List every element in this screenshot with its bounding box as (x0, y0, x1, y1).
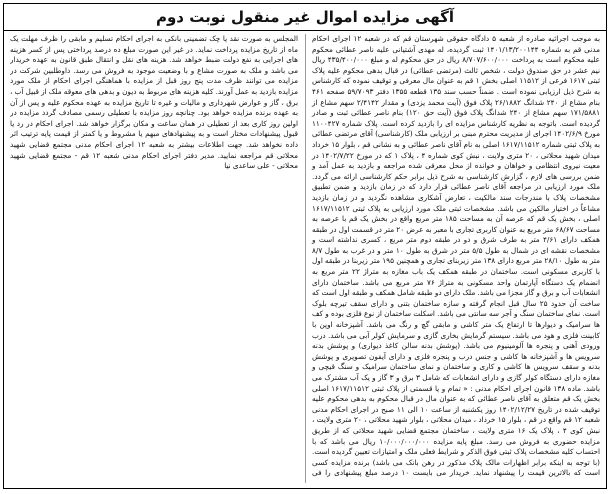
notice-text: به موجب اجرائیه صادره از شعبه ۵ دادگاه حقوقی شهرستان قم که در شعبه ۱۲ اجرای احکام مدنی قم به شماره ۱۴۰۱/۱۳/۲۰۰۱۴۴ ثبت گردیده، له مهدی آشتیانی علیه ناصر عطائی محکوم علیه محکوم است به پرداخت ۸/۷۰۷/۶۰۰/۰۰۰ ریال در حق محکوم له و مبلغ ۴۳۵/۴۰۰/۰۰۰ ریال نیم عشر در حق صندوق دولت ، شخص ثالث (مرتضی عطائی) در قبال بدهی محکوم علیه پلاک ثبتی ۱۶۱۷ فرعی از ۱۱۵۱۲ اصلی بخش ۱ قم به عنوان مال معرفی و توقیف نموده که کارشناس به شرح ذیل ارزیابی نموده است . ضمناً حسب سند ۱۳۵ قطعه ۱۳۵۵ دفتر ۵۹/۷۰۹۳ صفحه ۴۶۱ بنام مشاع از ۲۴۰ شدانگ ۲۶/۱۸۸۲ پلاک فوق (آیت محمد یزدی) و مقدار ۲/۴۱۴۲ سهم مشاع از ۱۷۱/۵۸۸۱ سهم مشاع از ۲۴۰ شدانگ پلاک فوق (آیت حق ۱۲۰) بنام ناصر عطائی ثبت و صادر گردیده است. باتوجه به نظریه کارشناس مزایده ای را بازدید کرده است. پلاک شماره ۱۱۰۰۴۲۷ مورخ ۱۴۰۲/۶/۹ اجرای از مدیریت محترم مبنی بر ارزیابی ملک (کارشناسی) آقای مرتضی عطائی به پلاک ثبتی شماره ۱۶۱۷/۱۱۵۱۲ اصلی به نام آقای ناصر عطائی و به نشانی قم ، بلوار ۱۵ خرداد میدان شهید محلاتی ، ۲۰ متری ولایت ، نبش کوی شماره ۴ ، پلاک ۱ که در مورخ ۱۴۰۲/۷/۲۲ در معیت نیروی انتظامی و خواهان و خوانده از محل معرفی شده مراجعه و بازدید به عمل آمد و ضمن بررسی های لازم ، گزارش کارشناسی به شرح ذیل برابر حکم کارشناسی ارائه می گردد. ملک مورد ارزیابی در مراجعه آقای ناصر عطائی قرار دارد که در زمان بازدید و ضمن تطبیق مشخصات پلاک با مندرجات سند مالکیت ، تعارض آشکاری مشاهده نگردید و در زمان بازدید مشاعاً در اختیار مالکین می باشد. مشخصات ثبتی ملک مورد ارزیابی به پلاک ثبتی ۱۶۱۷/۱۱۵۱۲ اصلی ، بخش یک قم که عرصه آن به مساحت ۱۸۵ متر مربع واقع در بخش یک قم با عرصه به مساحت ۶۸/۶۷ متر مربع به عنوان کاربری تجاری با معبر به عرض ۲۰ متر در قسمت اول در طبقه همکف دارای ۴/۶۱ متر به طرف شرق و دو در طبقه دوم متر مربع ، کسری نداشته است و مشخصات نقشه ای در شمال به طول ۵/۵ متر در شرق به طول ۱۰ متر و در غرب به طول ۸/۷ متر به طول ۲۸/۱۰ متر مربع دارای ۱۳۸ متر زیربنای تجاری و همچنین ۱۹۵ متر زیربنا در طبقه اول با کاربری مسکونی است. ساختمان در طبقه همکف یک باب مغازه به متراژ ۲۲ متر مربع به انضمام یک دستگاه آپارتمان واحد مسکونی به متراژ ۷۶ متر مربع می باشد. ساختمان دارای انشعابات آب و برق و گاز مجزا می باشد. ملک دارای دو طبقه شامل همکف و طبقه اول است که ساخت آن حدود ۲۵ سال قبل انجام گرفته و سازه ساختمان بتنی و دارای سقف تیرچه بلوک است. نمای ساختمان سنگ و آجر سه سانتی می باشد. اسکلت ساختمان از نوع فلزی بوده و کف ها سرامیک و دیوارها تا ارتفاع یک متر کاشی و مابقی گچ و رنگ می باشد. آشپزخانه اوپن با کابینت فلزی و هود می باشد. سیستم گرمایش بخاری گازی و سرمایش کولر آبی می باشد. درب ورودی آهنی و پنجره ها آلومینیوم می باشد. (پوشش بدنه سالن کاغذ دیواری) و پوشش بدنه سرویس ها و آشپزخانه ها کاشی و جنس درب و پنجره فلزی و دارای آیفون تصویری و پوشش بدنه و سقف سرویس ها کاشی و کاری و ساختمان و نمای ساختمان سرامیک و سنگ قیچی و مغازه دارای دستگاه کولر گازی و دارای انشعابات که شامل ۳ برق و ۳ گاز و یک آب مشترک می باشد. ماده ۱۳۸ قانون اجرای احکام مدنی : « تمام و یا قسمتی از پلاک ثبتی ۱۶۱۷/۱۱۵۱۲ اصلی بخش یک قم متعلق به آقای ناصر عطائی که به عنوان مال در قبال محکوم به بدهی محکوم علیه توقیف شده در تاریخ ۱۴۰۲/۱۲/۲۷ روز یکشنبه از ساعت ۱۰ الی ۱۱ صبح در اجرای احکام مدنی شعبه ۱۲ قم واقع در قم ، بلوار ۱۵ خرداد ، میدان محلاتی ، بلوار شهید محلاتی ، ۲۰ متری ولایت ، نبش کوی ۴ ، پلاک یک ۱۶ متری ولایت ، ساختمان مجتمع قضایی شهید محلاتی که از طریق مزایده حضوری به فروش می رسد. مبلغ پایه مزایده ۱۰/۰۰۰/۰۰۰/۰۰۰ ریال می باشد که با احتساب کلیه مشخصات پلاک ثبتی فوق الذکر و شرایط فعلی ملک و امتیازات تعیین گردیده است. (با توجه به اینکه برابر اظهارات مالک پلاک مذکور در رهن بانک می باشد) برنده مزایده کسی است که بالاترین قیمت را پیشنهاد نماید. خریدار می بایست ۱۰ درصد مبلغ پیشنهادی را فی المجلس به صورت نقد یا چک تضمینی بانکی به اجرای احکام تسلیم و مابقی را ظرف مهلت یک ماه از تاریخ مزایده پرداخت نماید. در غیر این صورت مبلغ ده درصد پرداختی پس از کسر هزینه های اجرایی به نفع دولت ضبط خواهد شد. هزینه های نقل و انتقال طبق قانون به عهده خریدار می باشد و ملک به صورت مشاع و با وضعیت موجود به فروش می رسد. داوطلبین شرکت در مزایده می توانند ظرف مدت پنج روز قبل از مزایده با هماهنگی اجرای احکام از ملک مورد مزایده بازدید به عمل آورند. کلیه هزینه های مربوط به دیون و بدهی های معوقه ملک از قبیل آب ، برق ، گاز و عوارض شهرداری و مالیات و غیره تا تاریخ مزایده به عهده محکوم علیه و پس از آن به عهده برنده مزایده خواهد بود. چنانچه روز مزایده با تعطیلی رسمی مصادف گردد مزایده در اولین روز کاری بعد از تعطیلی در همان ساعت و مکان برگزار خواهد شد. اجرای احکام در رد یا قبول پیشنهادات مختار است و به پیشنهادهای مبهم یا مشروط و یا کمتر از قیمت پایه ترتیب اثر داده نخواهد شد. جهت اطلاعات بیشتر به شعبه ۱۲ اجرای احکام مدنی مجتمع قضایی شهید محلاتی قم مراجعه نمایید. مدیر دفتر اجرای احکام مدنی شعبه ۱۲ قم - مجتمع قضایی شهید محلاتی - علی ساعدی نیا (10, 34, 600, 478)
auction-notice (3, 3, 607, 489)
notice-body (10, 34, 600, 483)
notice-title: آگهی مزایده اموال غیر منقول نوبت دوم (4, 4, 606, 31)
